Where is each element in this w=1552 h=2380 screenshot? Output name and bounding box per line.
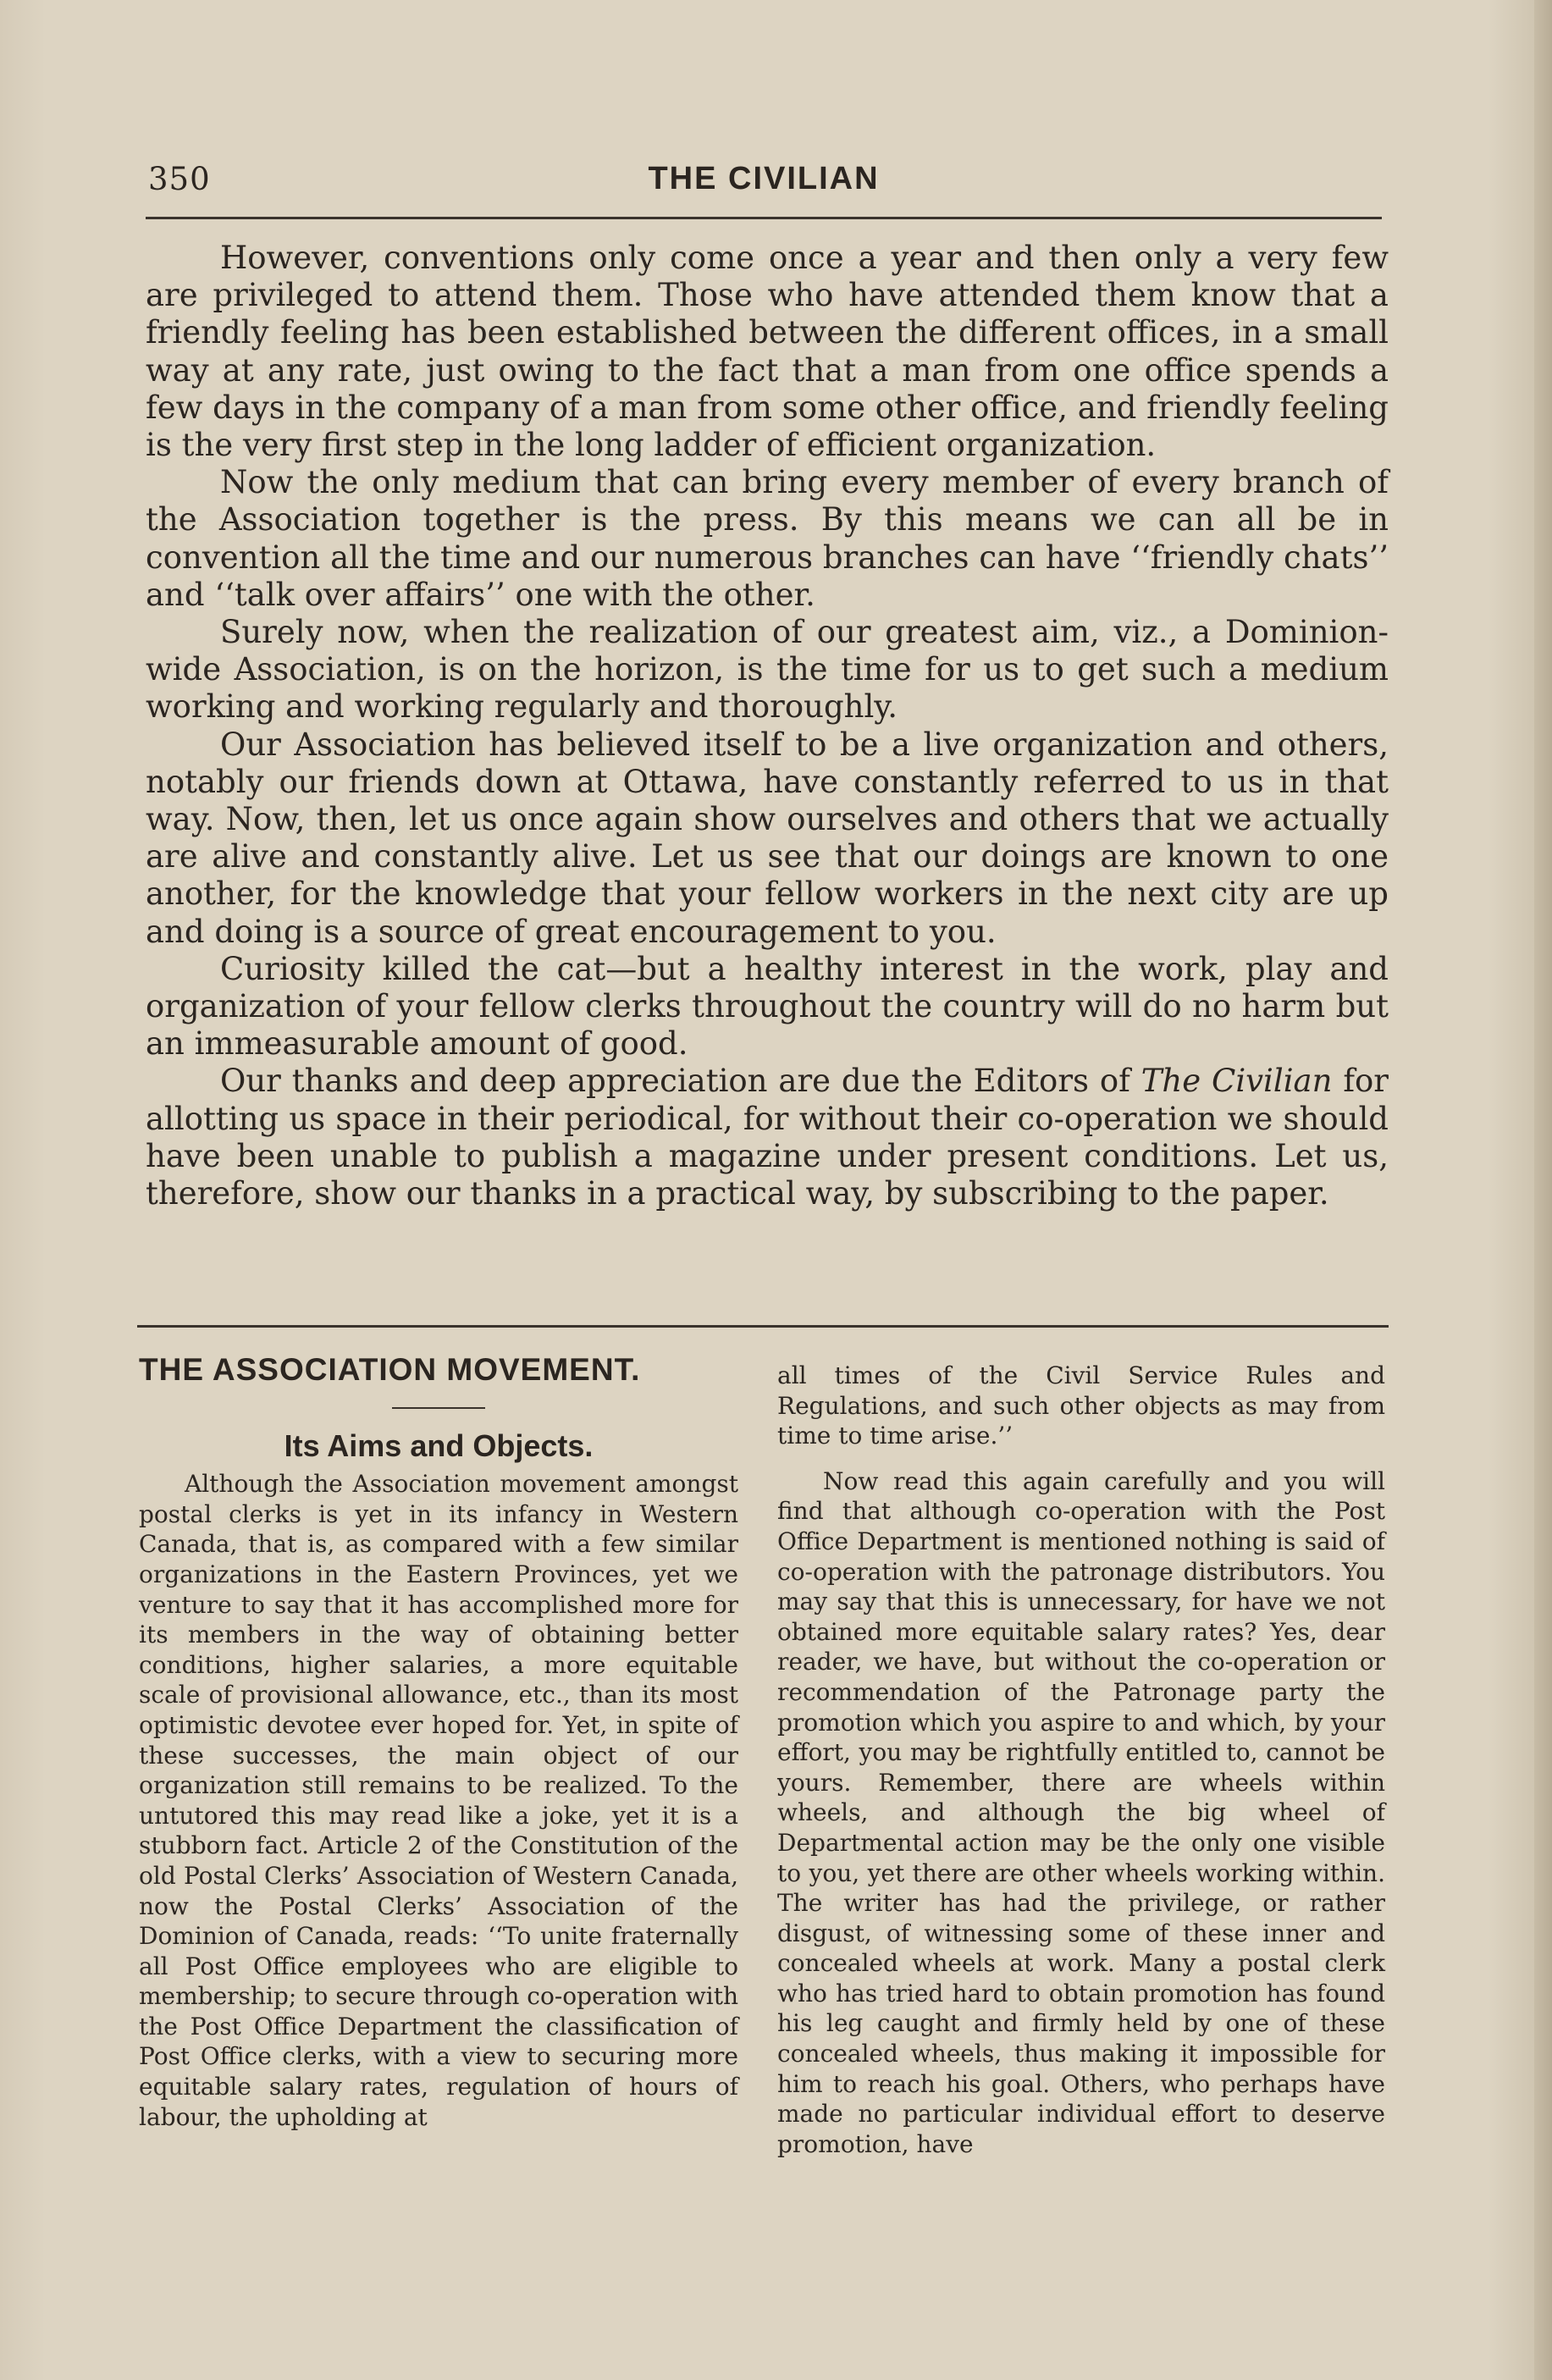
- paragraph: Surely now, when the realization of our greatest aim, viz., a Dominion-wide Association, is on the horizon, is the time for us to get such a medium working and working regularly and thoroughly.: [146, 614, 1389, 726]
- closing-text-end: for allotting us space in their periodical, for without their co-operation we should have been unable to publish a magazine under present conditions. Let us, therefore, show our thanks in a practical way, by subscribing to the paper.: [146, 1063, 1389, 1212]
- heading-rule: [392, 1407, 485, 1409]
- publication-title: The Civilian: [1141, 1063, 1333, 1100]
- paragraph: Although the Association movement amongst postal clerks is yet in its infancy in Western Canada, that is, as compared with a few similar organizations in the Eastern Provinces, yet we venture to say that it has accomplished more for its members in the way of obtaining better conditions, higher salaries, a more equitable scale of provisional allowance, etc., than its most optimistic devotee ever hoped for. Yet, in spite of these successes, the main object of our organization still remains to be realized. To the untutored this may read like a joke, yet it is a stubborn fact. Article 2 of the Constitution of the old Postal Clerks’ Association of Western Canada, now the Postal Clerks’ Association of the Dominion of Canada, reads: ‘‘To unite fraternally all Post Office employees who are eligible to membership; to secure through co-operation with the Post Office Department the classification of Post Office clerks, with a view to securing more equitable salary rates, regulation of hours of labour, the upholding at: [139, 1470, 738, 2131]
- article-right-column: [777, 1361, 1385, 2159]
- continued-article: [146, 240, 1389, 1212]
- article-left-column: [139, 1352, 738, 2132]
- running-title: THE CIVILIAN: [648, 161, 880, 196]
- page-header: [146, 157, 1382, 208]
- section-divider: [137, 1325, 1389, 1328]
- header-rule: [146, 217, 1382, 219]
- paragraph-gap: [777, 1451, 1385, 1466]
- paragraph: However, conventions only come once a year and then only a very few are privileged to attend them. Those who have attended them know that a friendly feeling has been established between the different offices, in a small way at any rate, just owing to the fact that a man from one office spends a few days in the company of a man from some other office, and friendly feeling is the very first step in the long ladder of efficient organization.: [146, 240, 1389, 464]
- article-heading: THE ASSOCIATION MOVEMENT.: [139, 1352, 641, 1387]
- paragraph-closing: [146, 1063, 1389, 1212]
- page-number: 350: [148, 161, 211, 197]
- paragraph: Our Association has believed itself to be a live organization and others, notably our friends down at Ottawa, have constantly referred to us in that way. Now, then, let us once again show ourselves and others that we actually are alive and constantly alive. Let us see that our doings are known to one another, for the knowledge that your fellow workers in the next city are up and doing is a source of great encouragement to you.: [146, 726, 1389, 950]
- paragraph: Now read this again carefully and you will find that although co-operation with the Post Office Department is mentioned nothing is said of co-operation with the patronage distributors. You may say that this is unnecessary, for have we not obtained more equitable salary rates? Yes, dear reader, we have, but without the co-operation or recommendation of the Patronage party the promotion which you aspire to and which, by your effort, you may be rightfully entitled to, cannot be yours. Remember, there are wheels within wheels, and although the big wheel of Departmental action may be the only one visible to you, yet there are other wheels working within. The writer has had the privilege, or rather disgust, of witnessing some of these inner and concealed wheels at work. Many a postal clerk who has tried hard to obtain promotion has found his leg caught and firmly held by one of these concealed wheels, thus making it impossible for him to reach his goal. Others, who perhaps have made no particular individual effort to deserve promotion, have: [777, 1466, 1385, 2158]
- article-subheading: Its Aims and Objects.: [284, 1427, 594, 1463]
- paragraph: Curiosity killed the cat—but a healthy interest in the work, play and organization of your fellow clerks throughout the country will do no harm but an immeasurable amount of good.: [146, 950, 1389, 1063]
- closing-text-start: Our thanks and deep appreciation are due the Editors of: [220, 1063, 1141, 1100]
- page-binding-edge: [1534, 0, 1552, 2380]
- paragraph: Now the only medium that can bring every member of every branch of the Association together is the press. By this means we can all be in convention all the time and our numerous branches can have ‘‘friendly chats’’ and ‘‘talk over affairs’’ one with the other.: [146, 464, 1389, 613]
- paragraph: all times of the Civil Service Rules and Regulations, and such other objects as may from time to time arise.’’: [777, 1361, 1385, 1450]
